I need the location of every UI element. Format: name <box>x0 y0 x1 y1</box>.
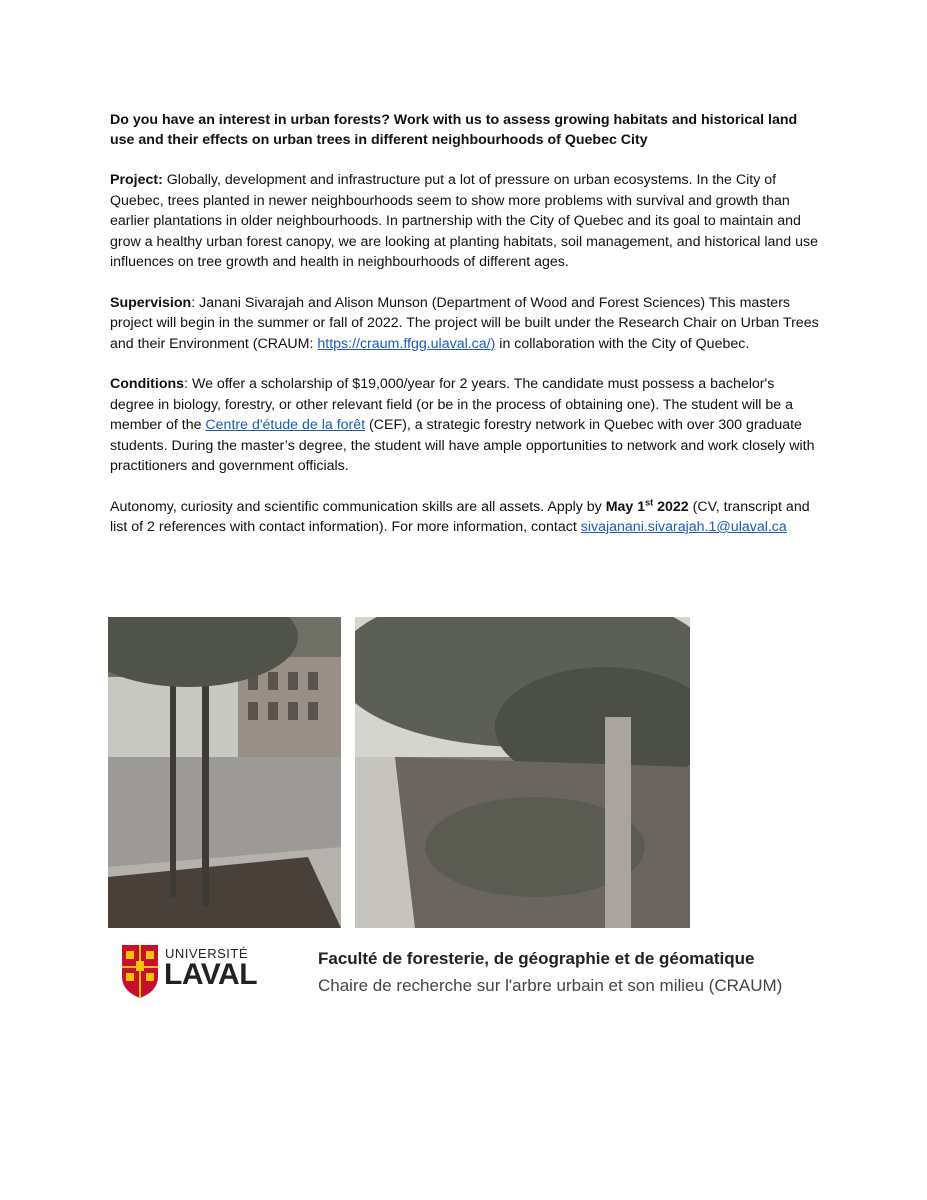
conditions-label: Conditions <box>110 376 185 392</box>
apply-paragraph <box>110 497 820 538</box>
footer <box>120 943 820 1005</box>
university-name: LAVAL <box>164 958 258 991</box>
supervision-text-end: in collaboration with the City of Quebec. <box>495 335 750 352</box>
photo-row <box>108 617 690 928</box>
cef-link[interactable]: Centre d'étude de la forêt <box>205 417 366 433</box>
supervision-text: : Janani Sivarajah and Alison Munson (Department of Wood and Forest Sciences) This masters project will begin in the summer or fall of 2022. The project will be built under the Research Chair on Urban Trees and their Environment (CRAUM: <box>110 294 819 352</box>
contact-email-link[interactable]: sivajanani.sivarajah.1@ulaval.ca <box>580 519 787 535</box>
supervision-label: Supervision <box>110 294 192 311</box>
conditions-paragraph <box>110 374 820 477</box>
university-word: UNIVERSITÉ <box>165 946 249 961</box>
deadline-year: 2022 <box>653 498 689 515</box>
deadline-date: May 1 <box>605 498 646 515</box>
apply-text: Autonomy, curiosity and scientific communication skills are all assets. Apply by <box>110 498 606 515</box>
heading: Do you have an interest in urban forests? Work with us to assess growing habitats and historical land use and their effects on urban trees in different neighbourhoods of Quebec City <box>110 112 798 148</box>
document-body <box>110 110 820 558</box>
sidewalk-planting-photo <box>355 617 690 928</box>
street-tree-photo <box>108 617 341 928</box>
project-text: Globally, development and infrastructure put a lot of pressure on urban ecosystems. In the City of Quebec, trees planted in newer neighbourhoods seem to show more problems with survival and growth than earlier plantations in older neighbourhoods. In partnership with the City of Quebec and its goal to maintain and grow a healthy urban forest canopy, we are looking at planting habitats, soil management, and historical land use influences on tree growth and health in neighbourhoods of different ages. <box>110 172 818 270</box>
conditions-text: : We offer a scholarship of $19,000/year for 2 years. The candidate must possess a bachelor's degree in biology, forestry, or other relevant field (or be in the process of obtaining one). The student will be a member of the <box>110 376 793 433</box>
research-chair-name: Chaire de recherche sur l'arbre urbain et son milieu (CRAUM) <box>318 976 783 995</box>
project-paragraph <box>110 170 820 273</box>
laval-crest-icon <box>120 943 160 999</box>
apply-text-end: (CV, transcript and list of 2 references with contact information). For more information, contact <box>110 498 810 535</box>
supervision-paragraph <box>110 293 820 355</box>
deadline <box>605 496 689 515</box>
conditions-text-end: (CEF), a strategic forestry network in Quebec with over 300 graduate students. During the master’s degree, the student will have ample opportunities to network and work closely with practitioners and government officials. <box>110 417 815 474</box>
craum-link[interactable]: https://craum.ffgg.ulaval.ca/) <box>317 335 496 352</box>
deadline-suffix: st <box>645 496 654 507</box>
project-label: Project: <box>110 172 163 188</box>
faculty-name: Faculté de foresterie, de géographie et de géomatique <box>318 949 755 968</box>
